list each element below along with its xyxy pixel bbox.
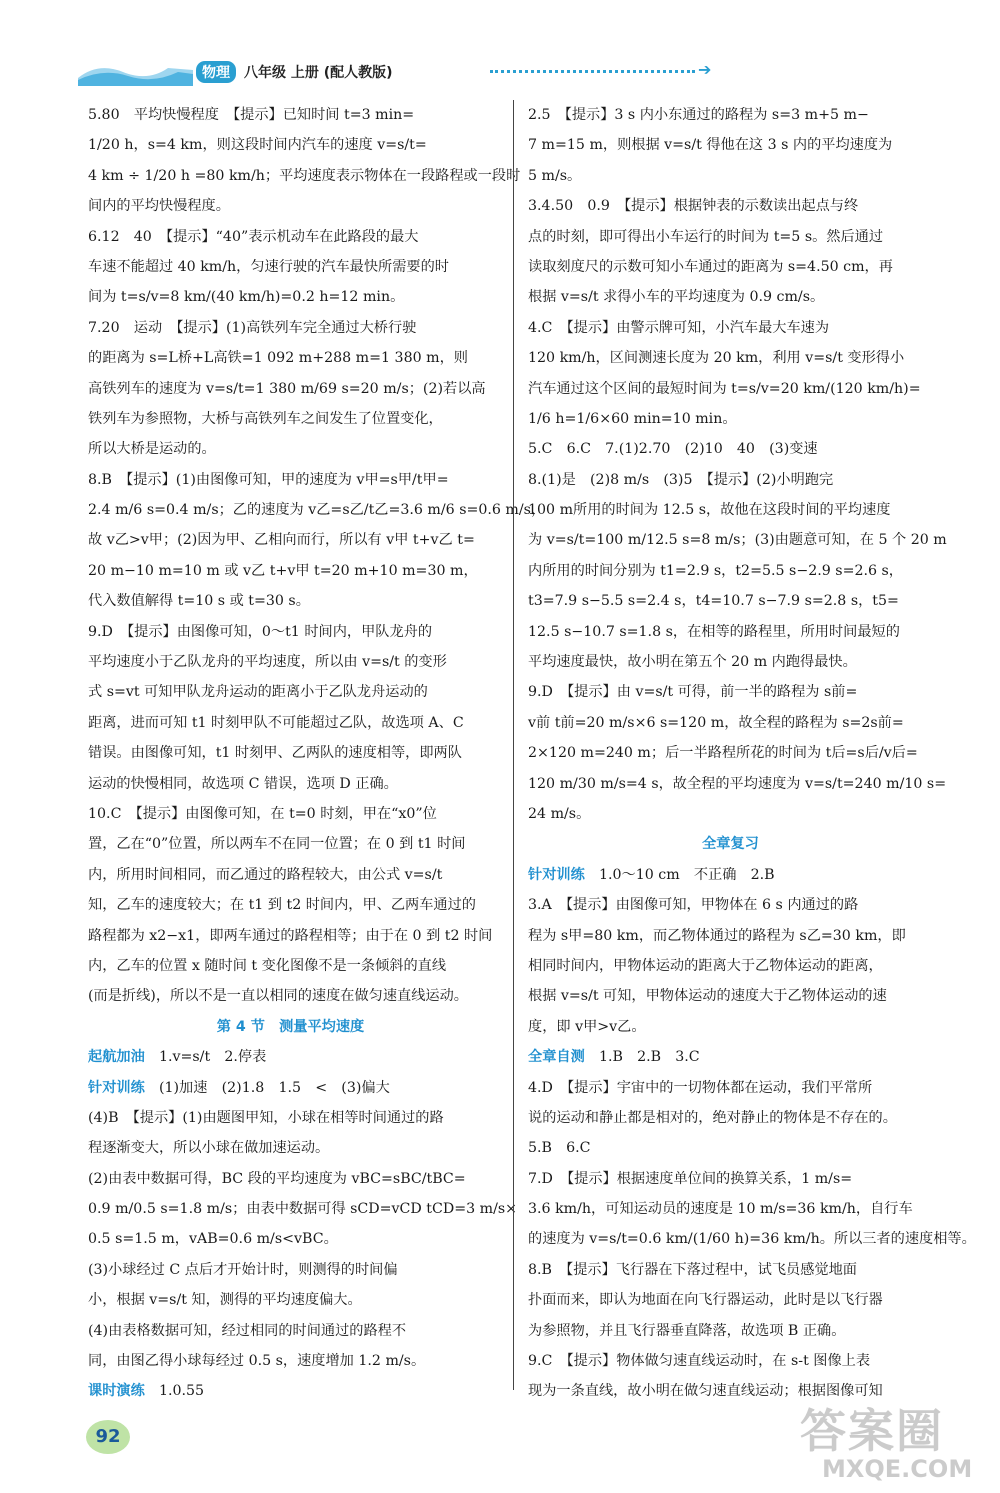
answer-line: 2.4 m/6 s=0.4 m/s；乙的速度为 v乙=s乙/t乙=3.6 m/6 s=0.6 m/s，: [88, 502, 546, 519]
answer-line: 1/20 h，s=4 km，则这段时间内汽车的速度 v=s/t=: [88, 137, 427, 154]
section-keyword: 针对训练: [528, 866, 585, 883]
watermark-url: MXQE.COM: [822, 1455, 973, 1483]
answer-line: 式 s=vt 可知甲队龙舟运动的距离小于乙队龙舟运动的: [88, 684, 428, 701]
answer-line: 现为一条直线，故小明在做匀速直线运动；根据图像可知: [528, 1383, 883, 1400]
answer-line: 为 v=s/t=100 m/12.5 s=8 m/s；(3)由题意可知，在 5 个 20 m: [528, 532, 947, 549]
answer-line: 代入数值解得 t=10 s 或 t=30 s。: [88, 593, 310, 610]
answer-line: 内，所用时间相同，而乙通过的路程较大，由公式 v=s/t: [88, 866, 443, 883]
answer-line: 铁列车为参照物，大桥与高铁列车之间发生了位置变化，: [88, 410, 443, 427]
answer-line: 7.D 【提示】根据速度单位间的换算关系，1 m/s=: [528, 1170, 853, 1187]
answer-line: 为参照物，并且飞行器垂直降落，故选项 B 正确。: [528, 1322, 846, 1339]
arrow-right-icon: ➔: [698, 60, 712, 79]
answer-line: [528, 860, 933, 890]
answer-line: 平均速度小于乙队龙舟的平均速度，所以由 v=s/t 的变形: [88, 654, 447, 671]
header-title: 八年级 上册 (配人教版): [244, 65, 393, 81]
answer-line: 间内的平均快慢程度。: [88, 198, 230, 215]
section-keyword: 课时演练: [88, 1383, 145, 1400]
answer-line: 2.5 【提示】3 s 内小东通过的路程为 s=3 m+5 m−: [528, 107, 869, 123]
answer-line: 8.B 【提示】飞行器在下落过程中，试飞员感觉地面: [528, 1261, 857, 1278]
answer-line: 100 m所用的时间为 12.5 s，故他在这段时间的平均速度: [528, 502, 891, 519]
answer-line: 距离，进而可知 t1 时刻甲队不可能超过乙队，故选项 A、C: [88, 714, 464, 731]
answer-line: [528, 1042, 933, 1072]
answer-line: 24 m/s。: [528, 805, 591, 822]
answer-line: (4)由表格数据可知，经过相同的时间通过的路程不: [88, 1322, 407, 1339]
answer-line: 错误。由图像可知，t1 时刻甲、乙两队的速度相等，即两队: [88, 745, 462, 762]
answer-text: (1)加速 (2)1.8 1.5 < (3)偏大: [144, 1079, 390, 1096]
answer-line: 运动的快慢相同，故选项 C 错误，选项 D 正确。: [88, 775, 398, 792]
watermark-logo: [800, 1395, 990, 1490]
header-dotted-line: [490, 70, 695, 73]
answer-line: 20 m−10 m=10 m 或 v乙 t+v甲 t=20 m+10 m=30 m，: [88, 562, 478, 579]
answer-line: 小，根据 v=s/t 知，测得的平均速度偏大。: [88, 1292, 362, 1309]
answer-line: 0.5 s=1.5 m，vAB=0.6 m/s<vBC。: [88, 1231, 338, 1248]
answer-line: 车速不能超过 40 km/h，匀速行驶的汽车最快所需要的时: [88, 258, 449, 275]
answer-line: 3.6 km/h，可知运动员的速度是 10 m/s=36 km/h，自行车: [528, 1201, 913, 1218]
answer-line: 置，乙在“0”位置，所以两车不在同一位置；在 0 到 t1 时间: [88, 836, 466, 853]
answer-line: 5.80 平均快慢程度 【提示】已知时间 t=3 min=: [88, 107, 415, 123]
answer-line: [88, 1376, 493, 1406]
answer-line: 内所用的时间分别为 t1=2.9 s，t2=5.5 s−2.9 s=2.6 s，: [528, 562, 903, 579]
answer-line: 6.12 40 【提示】“40”表示机动车在此路段的最大: [88, 228, 419, 245]
answer-line: 5 m/s。: [528, 167, 582, 184]
left-column: [88, 100, 546, 1407]
answer-line: 0.9 m/0.5 s=1.8 m/s；由表中数据可得 sCD=vCD tCD=3 m/s×: [88, 1201, 518, 1218]
answer-line: 8.B 【提示】(1)由图像可知，甲的速度为 v甲=s甲/t甲=: [88, 471, 449, 488]
answer-line: 的速度为 v=s/t=0.6 km/(1/60 h)=36 km/h。所以三者的速度相等。: [528, 1231, 976, 1248]
answer-line: 的距离为 s=L桥+L高铁=1 092 m+288 m=1 380 m，则: [88, 350, 468, 367]
column-divider: [513, 100, 514, 1390]
answer-line: 3.A 【提示】由图像可知，甲物体在 6 s 内通过的路: [528, 897, 859, 914]
section-keyword: 针对训练: [88, 1079, 145, 1096]
subject-tag: 物理: [196, 61, 236, 83]
section-title: 全章复习: [702, 836, 759, 853]
answer-text: 1.v=s/t 2.停表: [144, 1049, 267, 1066]
answer-line: 内，乙车的位置 x 随时间 t 变化图像不是一条倾斜的直线: [88, 957, 447, 974]
section-keyword: 全章自测: [528, 1049, 585, 1066]
right-column: [528, 100, 976, 1407]
answer-line: (而是折线)，所以不是一直以相同的速度在做匀速直线运动。: [88, 988, 468, 1005]
answer-line: 120 km/h，区间测速长度为 20 km，利用 v=s/t 变形得小: [528, 350, 905, 367]
section-keyword: 起航加油: [88, 1049, 145, 1066]
answer-line: 9.C 【提示】物体做匀速直线运动时，在 s-t 图像上表: [528, 1353, 871, 1370]
answer-line: 路程都为 x2−x1，即两车通过的路程相等；由于在 0 到 t2 时间: [88, 927, 493, 944]
answer-line: 同，由图乙得小球每经过 0.5 s，速度增加 1.2 m/s。: [88, 1353, 426, 1370]
answer-line: 根据 v=s/t 求得小车的平均速度为 0.9 cm/s。: [528, 289, 825, 306]
page-header: [78, 54, 712, 90]
answer-line: 9.D 【提示】由 v=s/t 可得，前一半的路程为 s前=: [528, 684, 858, 701]
answer-line: 1/6 h=1/6×60 min=10 min。: [528, 410, 737, 427]
watermark-text: 答案圈: [800, 1404, 944, 1458]
answer-line: (2)由表中数据可得，BC 段的平均速度为 vBC=sBC/tBC=: [88, 1170, 466, 1187]
answer-line: 说的运动和静止都是相对的，绝对静止的物体是不存在的。: [528, 1109, 897, 1126]
answer-line: 5.C 6.C 7.(1)2.70 (2)10 40 (3)变速: [528, 441, 818, 458]
answer-line: 4 km ÷ 1/20 h =80 km/h；平均速度表示物体在一段路程或一段时: [88, 167, 521, 184]
answer-line: 故 v乙>v甲；(2)因为甲、乙相向而行，所以有 v甲 t+v乙 t=: [88, 532, 475, 549]
answer-line: 点的时刻，即可得出小车运行的时间为 t=5 s。然后通过: [528, 228, 884, 245]
answer-line: 读取刻度尺的示数可知小车通过的距离为 s=4.50 cm，再: [528, 258, 893, 275]
answer-line: (3)小球经过 C 点后才开始计时，则测得的时间偏: [88, 1261, 398, 1278]
section-title: 第 4 节 测量平均速度: [216, 1018, 365, 1035]
answer-line: 间为 t=s/v=8 km/(40 km/h)=0.2 h=12 min。: [88, 289, 405, 306]
answer-line: [88, 1073, 493, 1103]
answer-line: 7.20 运动 【提示】(1)高铁列车完全通过大桥行驶: [88, 319, 417, 336]
answer-line: 所以大桥是运动的。: [88, 441, 216, 458]
answer-text: 1.0.55: [144, 1383, 205, 1400]
answer-line: 程为 s甲=80 km，而乙物体通过的路程为 s乙=30 km，即: [528, 927, 906, 944]
answer-line: 相同时间内，甲物体运动的距离大于乙物体运动的距离，: [528, 957, 883, 974]
answer-line: t3=7.9 s−5.5 s=2.4 s，t4=10.7 s−7.9 s=2.8 s，t5=: [528, 593, 899, 610]
answer-line: 120 m/30 m/s=4 s，故全程的平均速度为 v=s/t=240 m/10 s=: [528, 775, 947, 792]
answer-line: 9.D 【提示】由图像可知，0～t1 时间内，甲队龙舟的: [88, 623, 433, 640]
answer-line: [88, 1042, 493, 1072]
answer-line: 高铁列车的速度为 v=s/t=1 380 m/69 s=20 m/s；(2)若以高: [88, 380, 486, 397]
answer-text: 1.B 2.B 3.C: [584, 1049, 700, 1066]
answer-line: 5.B 6.C: [528, 1140, 591, 1157]
answer-line: 扑面而来，即认为地面在向飞行器运动，此时是以飞行器: [528, 1292, 883, 1309]
answer-line: 3.4.50 0.9 【提示】根据钟表的示数读出起点与终: [528, 198, 859, 215]
page-number: 92: [86, 1420, 130, 1454]
answer-line: v前 t前=20 m/s×6 s=120 m，故全程的路程为 s=2s前=: [528, 714, 904, 731]
answer-line: 根据 v=s/t 可知，甲物体运动的速度大于乙物体运动的速: [528, 988, 887, 1005]
answer-line: 2×120 m=240 m；后一半路程所花的时间为 t后=s后/v后=: [528, 745, 918, 762]
answer-line: 程逐渐变大，所以小球在做加速运动。: [88, 1140, 330, 1157]
answer-line: 知，乙车的速度较大；在 t1 到 t2 时间内，甲、乙两车通过的: [88, 897, 476, 914]
answer-line: 8.(1)是 (2)8 m/s (3)5 【提示】(2)小明跑完: [528, 471, 834, 488]
answer-line: 12.5 s−10.7 s=1.8 s，在相等的路程里，所用时间最短的: [528, 623, 900, 640]
answer-line: 10.C 【提示】由图像可知，在 t=0 时刻，甲在“x0”位: [88, 805, 437, 822]
answer-line: 7 m=15 m，则根据 v=s/t 得他在这 3 s 内的平均速度为: [528, 137, 893, 154]
answer-line: 4.C 【提示】由警示牌可知，小汽车最大车速为: [528, 319, 830, 336]
wave-decoration-icon: [78, 58, 193, 86]
answer-line: 度，即 v甲>v乙。: [528, 1018, 646, 1035]
answer-line: (4)B 【提示】(1)由题图甲知，小球在相等时间通过的路: [88, 1109, 444, 1126]
answer-line: 4.D 【提示】宇宙中的一切物体都在运动，我们平常所: [528, 1079, 873, 1096]
answer-line: 汽车通过这个区间的最短时间为 t=s/v=20 km/(120 km/h)=: [528, 380, 921, 397]
answer-line: 平均速度最快，故小明在第五个 20 m 内跑得最快。: [528, 654, 857, 671]
answer-text: 1.0～10 cm 不正确 2.B: [584, 866, 775, 883]
